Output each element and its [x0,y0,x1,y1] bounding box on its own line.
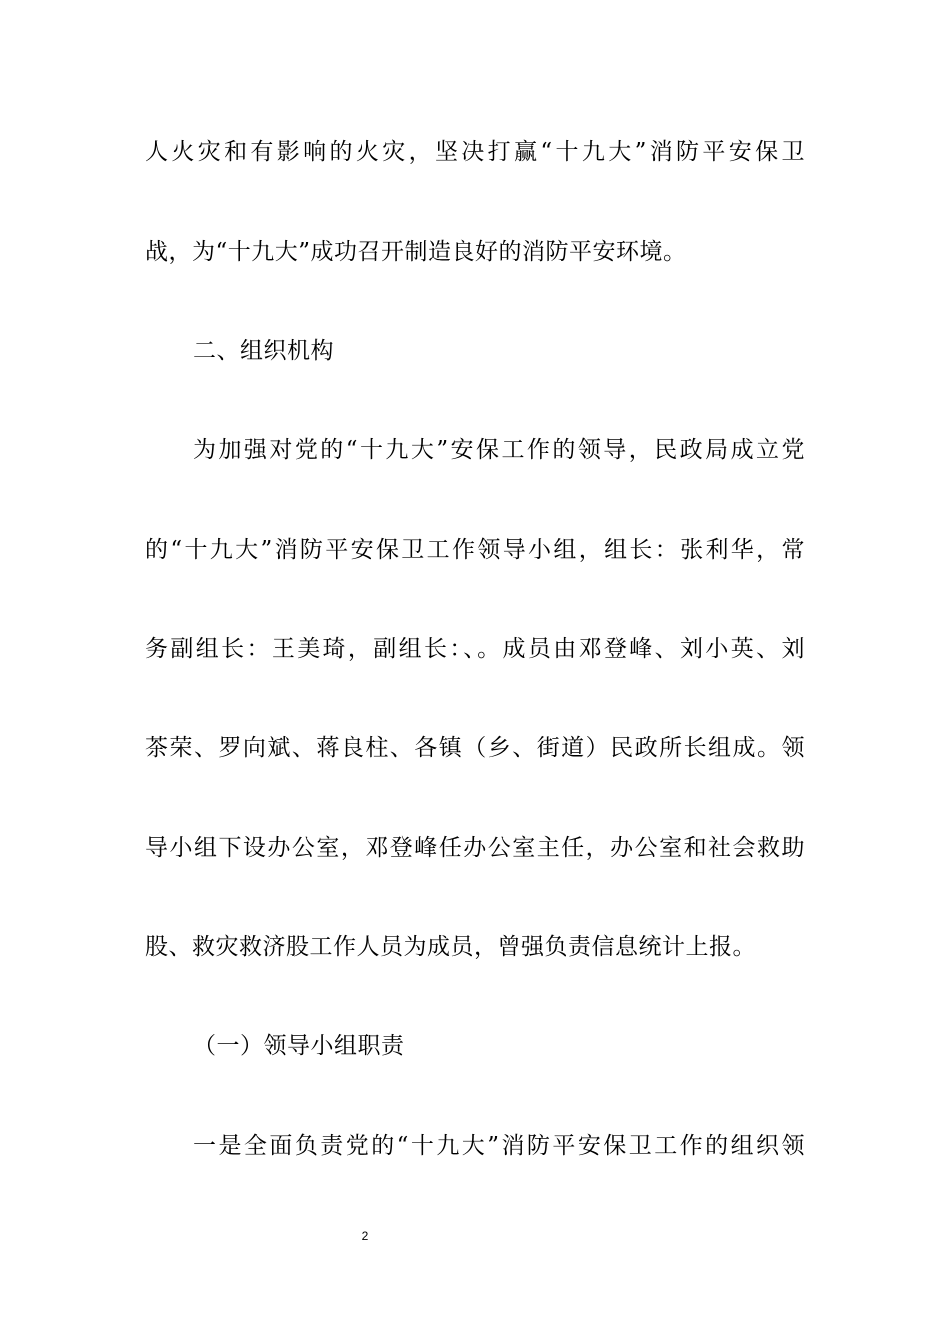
body-text-line-5: 务副组长：王美琦，副组长：、。成员由邓登峰、刘小英、刘 [145,636,805,662]
body-text-line-6: 茶荣、罗向斌、蒋良柱、各镇（乡、街道）民政所长组成。领 [145,735,805,761]
body-text-line-2: 战，为“十九大”成功召开制造良好的消防平安环境。 [145,239,687,265]
subsection-heading-leadership-duties: （一）领导小组职责 [193,1033,405,1059]
body-text-line-8: 股、救灾救济股工作人员为成员，曾强负责信息统计上报。 [145,934,756,960]
page-number: 2 [361,1229,369,1243]
body-text-line-3: 为加强对党的“十九大”安保工作的领导，民政局成立党 [193,437,805,463]
body-text-line-9: 一是全面负责党的“十九大”消防平安保卫工作的组织领 [193,1133,805,1159]
body-text-line-7: 导小组下设办公室，邓登峰任办公室主任，办公室和社会救助 [145,835,805,861]
section-heading-organization: 二、组织机构 [193,338,334,364]
body-text-line-1: 人火灾和有影响的火灾，坚决打赢“十九大”消防平安保卫 [145,139,805,165]
body-text-line-4: 的“十九大”消防平安保卫工作领导小组，组长：张利华，常 [145,537,805,563]
